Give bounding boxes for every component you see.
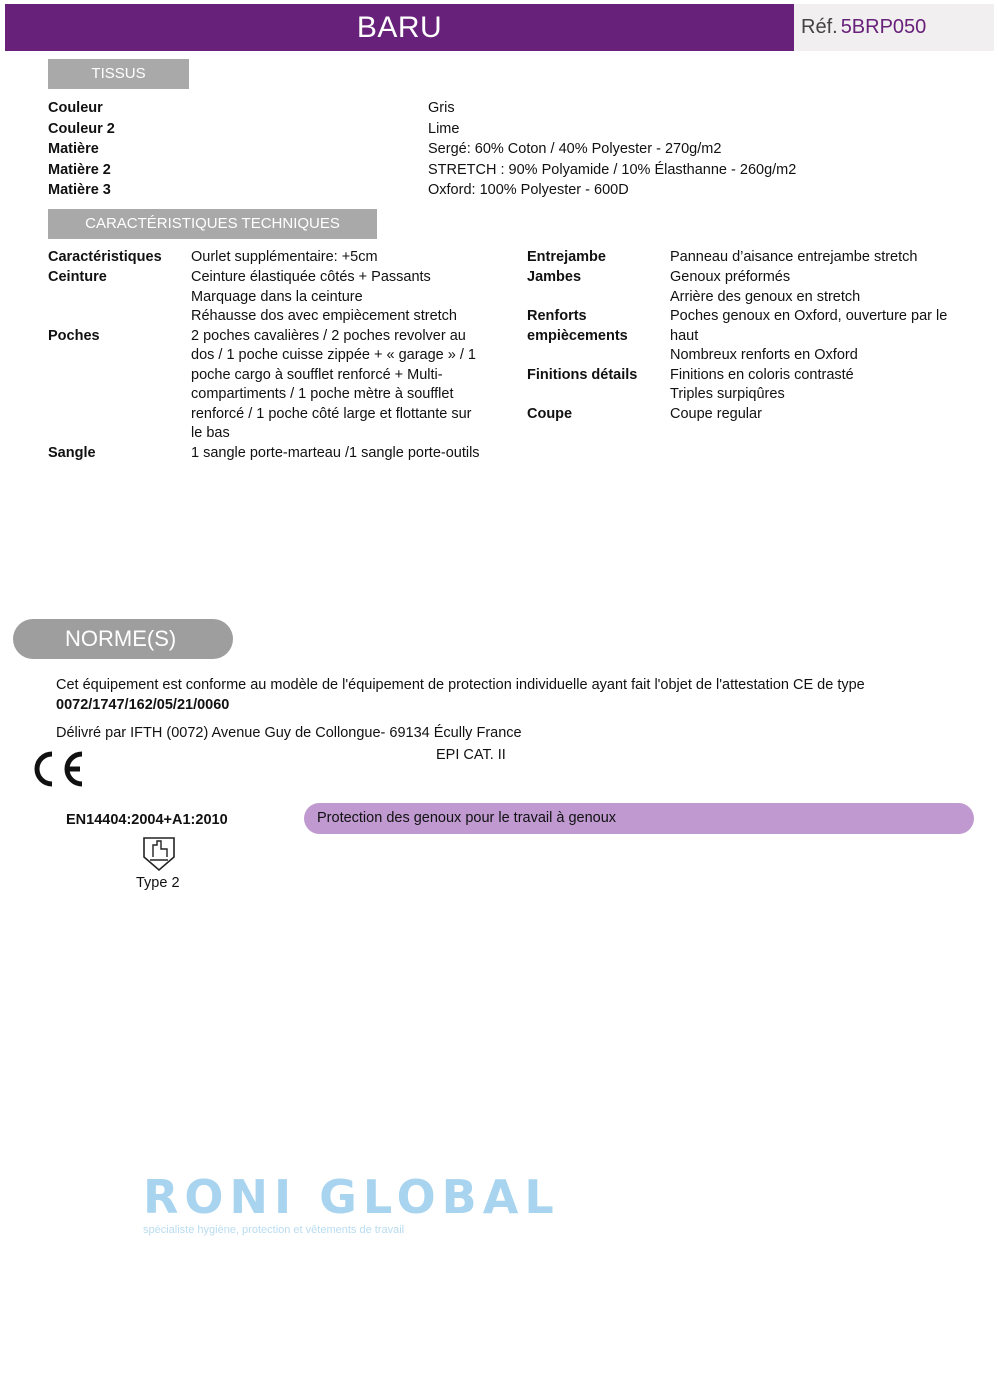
tech-value: Nombreux renforts en Oxford <box>670 347 858 363</box>
tech-value: Panneau d’aisance entrejambe stretch <box>670 249 918 265</box>
tech-value: Triples surpiqûres <box>670 386 785 402</box>
knee-protection-pictogram-icon <box>141 835 177 877</box>
conformity-text: Cet équipement est conforme au modèle de l'équipement de protection individuelle ayant fait l'objet de l'attestation CE de type <box>56 677 865 693</box>
tech-value: renforcé / 1 poche côté large et flottante sur <box>191 405 472 422</box>
tech-key: empiècements <box>527 328 628 344</box>
tissus-heading: TISSUS <box>48 59 189 89</box>
table-row <box>48 98 948 119</box>
tech-value: dos / 1 poche cuisse zippée + « garage » / 1 <box>191 347 476 363</box>
standard-code: EN14404:2004+A1:2010 <box>66 812 228 828</box>
tech-value: Arrière des genoux en stretch <box>670 288 861 305</box>
tissus-key: Couleur 2 <box>48 120 115 137</box>
table-row <box>48 180 948 201</box>
tech-value: Finitions en coloris contrasté <box>670 366 854 383</box>
tech-key: Sangle <box>48 444 96 461</box>
tech-value: Genoux préformés <box>670 269 791 285</box>
tech-value: Marquage dans la ceinture <box>191 288 363 305</box>
tech-key: Caractéristiques <box>48 249 162 265</box>
issuer-text: Délivré par IFTH (0072) Avenue Guy de Collongue- 69134 Écully France <box>56 725 522 741</box>
tech-key: Finitions détails <box>527 366 638 383</box>
tissus-value: Oxford: 100% Polyester - 600D <box>428 182 629 198</box>
tech-value: Poches genoux en Oxford, ouverture par le <box>670 308 948 324</box>
logo-tagline: spécialiste hygiène, protection et vêtements de travail <box>143 1224 405 1236</box>
tissus-table <box>48 98 948 201</box>
tech-value: Ourlet supplémentaire: +5cm <box>191 249 378 265</box>
table-row <box>48 139 948 160</box>
logo-name: RONI GLOBAL <box>143 1170 560 1224</box>
company-logo <box>143 1170 573 1236</box>
reference-box <box>794 4 994 51</box>
tissus-key: Matière <box>48 141 99 157</box>
tech-value: 2 poches cavalières / 2 poches revolver au <box>191 327 466 344</box>
tissus-value: Lime <box>428 120 460 137</box>
tech-key: Entrejambe <box>527 249 606 265</box>
ref-prefix: Réf. <box>801 16 838 38</box>
ce-mark-icon <box>30 748 88 794</box>
tissus-value: Gris <box>428 100 455 116</box>
epi-category: EPI CAT. II <box>436 747 506 763</box>
tissus-value: STRETCH : 90% Polyamide / 10% Élasthanne - 260g/m2 <box>428 161 797 178</box>
tech-key: Ceinture <box>48 269 107 285</box>
tech-value: poche cargo à soufflet renforcé + Multi- <box>191 366 443 383</box>
standard-description-pill <box>304 803 974 834</box>
tech-heading: CARACTÉRISTIQUES TECHNIQUES <box>48 209 377 239</box>
tissus-value: Sergé: 60% Coton / 40% Polyester - 270g/m2 <box>428 141 722 157</box>
tissus-key: Couleur <box>48 100 103 116</box>
tissus-key: Matière 3 <box>48 182 111 198</box>
tech-value: Coupe regular <box>670 405 762 422</box>
tech-key: Poches <box>48 327 100 344</box>
attestation-number: 0072/1747/162/05/21/0060 <box>56 697 230 713</box>
table-row <box>48 119 948 140</box>
tissus-key: Matière 2 <box>48 161 111 178</box>
product-title: BARU <box>356 11 443 44</box>
tech-value: haut <box>670 327 699 344</box>
type-label: Type 2 <box>136 875 180 891</box>
ref-value: 5BRP050 <box>840 16 927 38</box>
table-row <box>48 160 948 181</box>
tech-value: Ceinture élastiquée côtés + Passants <box>191 269 431 285</box>
tech-key: Renforts <box>527 308 587 324</box>
tech-value: compartiments / 1 poche mètre à soufflet <box>191 386 454 402</box>
norme-heading: NORME(S) <box>13 619 233 659</box>
header-band <box>5 4 794 51</box>
tech-value: Réhausse dos avec empiècement stretch <box>191 308 457 324</box>
tech-key: Coupe <box>527 405 573 422</box>
standard-description: Protection des genoux pour le travail à genoux <box>317 810 617 826</box>
tech-value: le bas <box>191 425 230 441</box>
tech-value: 1 sangle porte-marteau /1 sangle porte-outils <box>191 444 480 461</box>
tech-key: Jambes <box>527 269 582 285</box>
